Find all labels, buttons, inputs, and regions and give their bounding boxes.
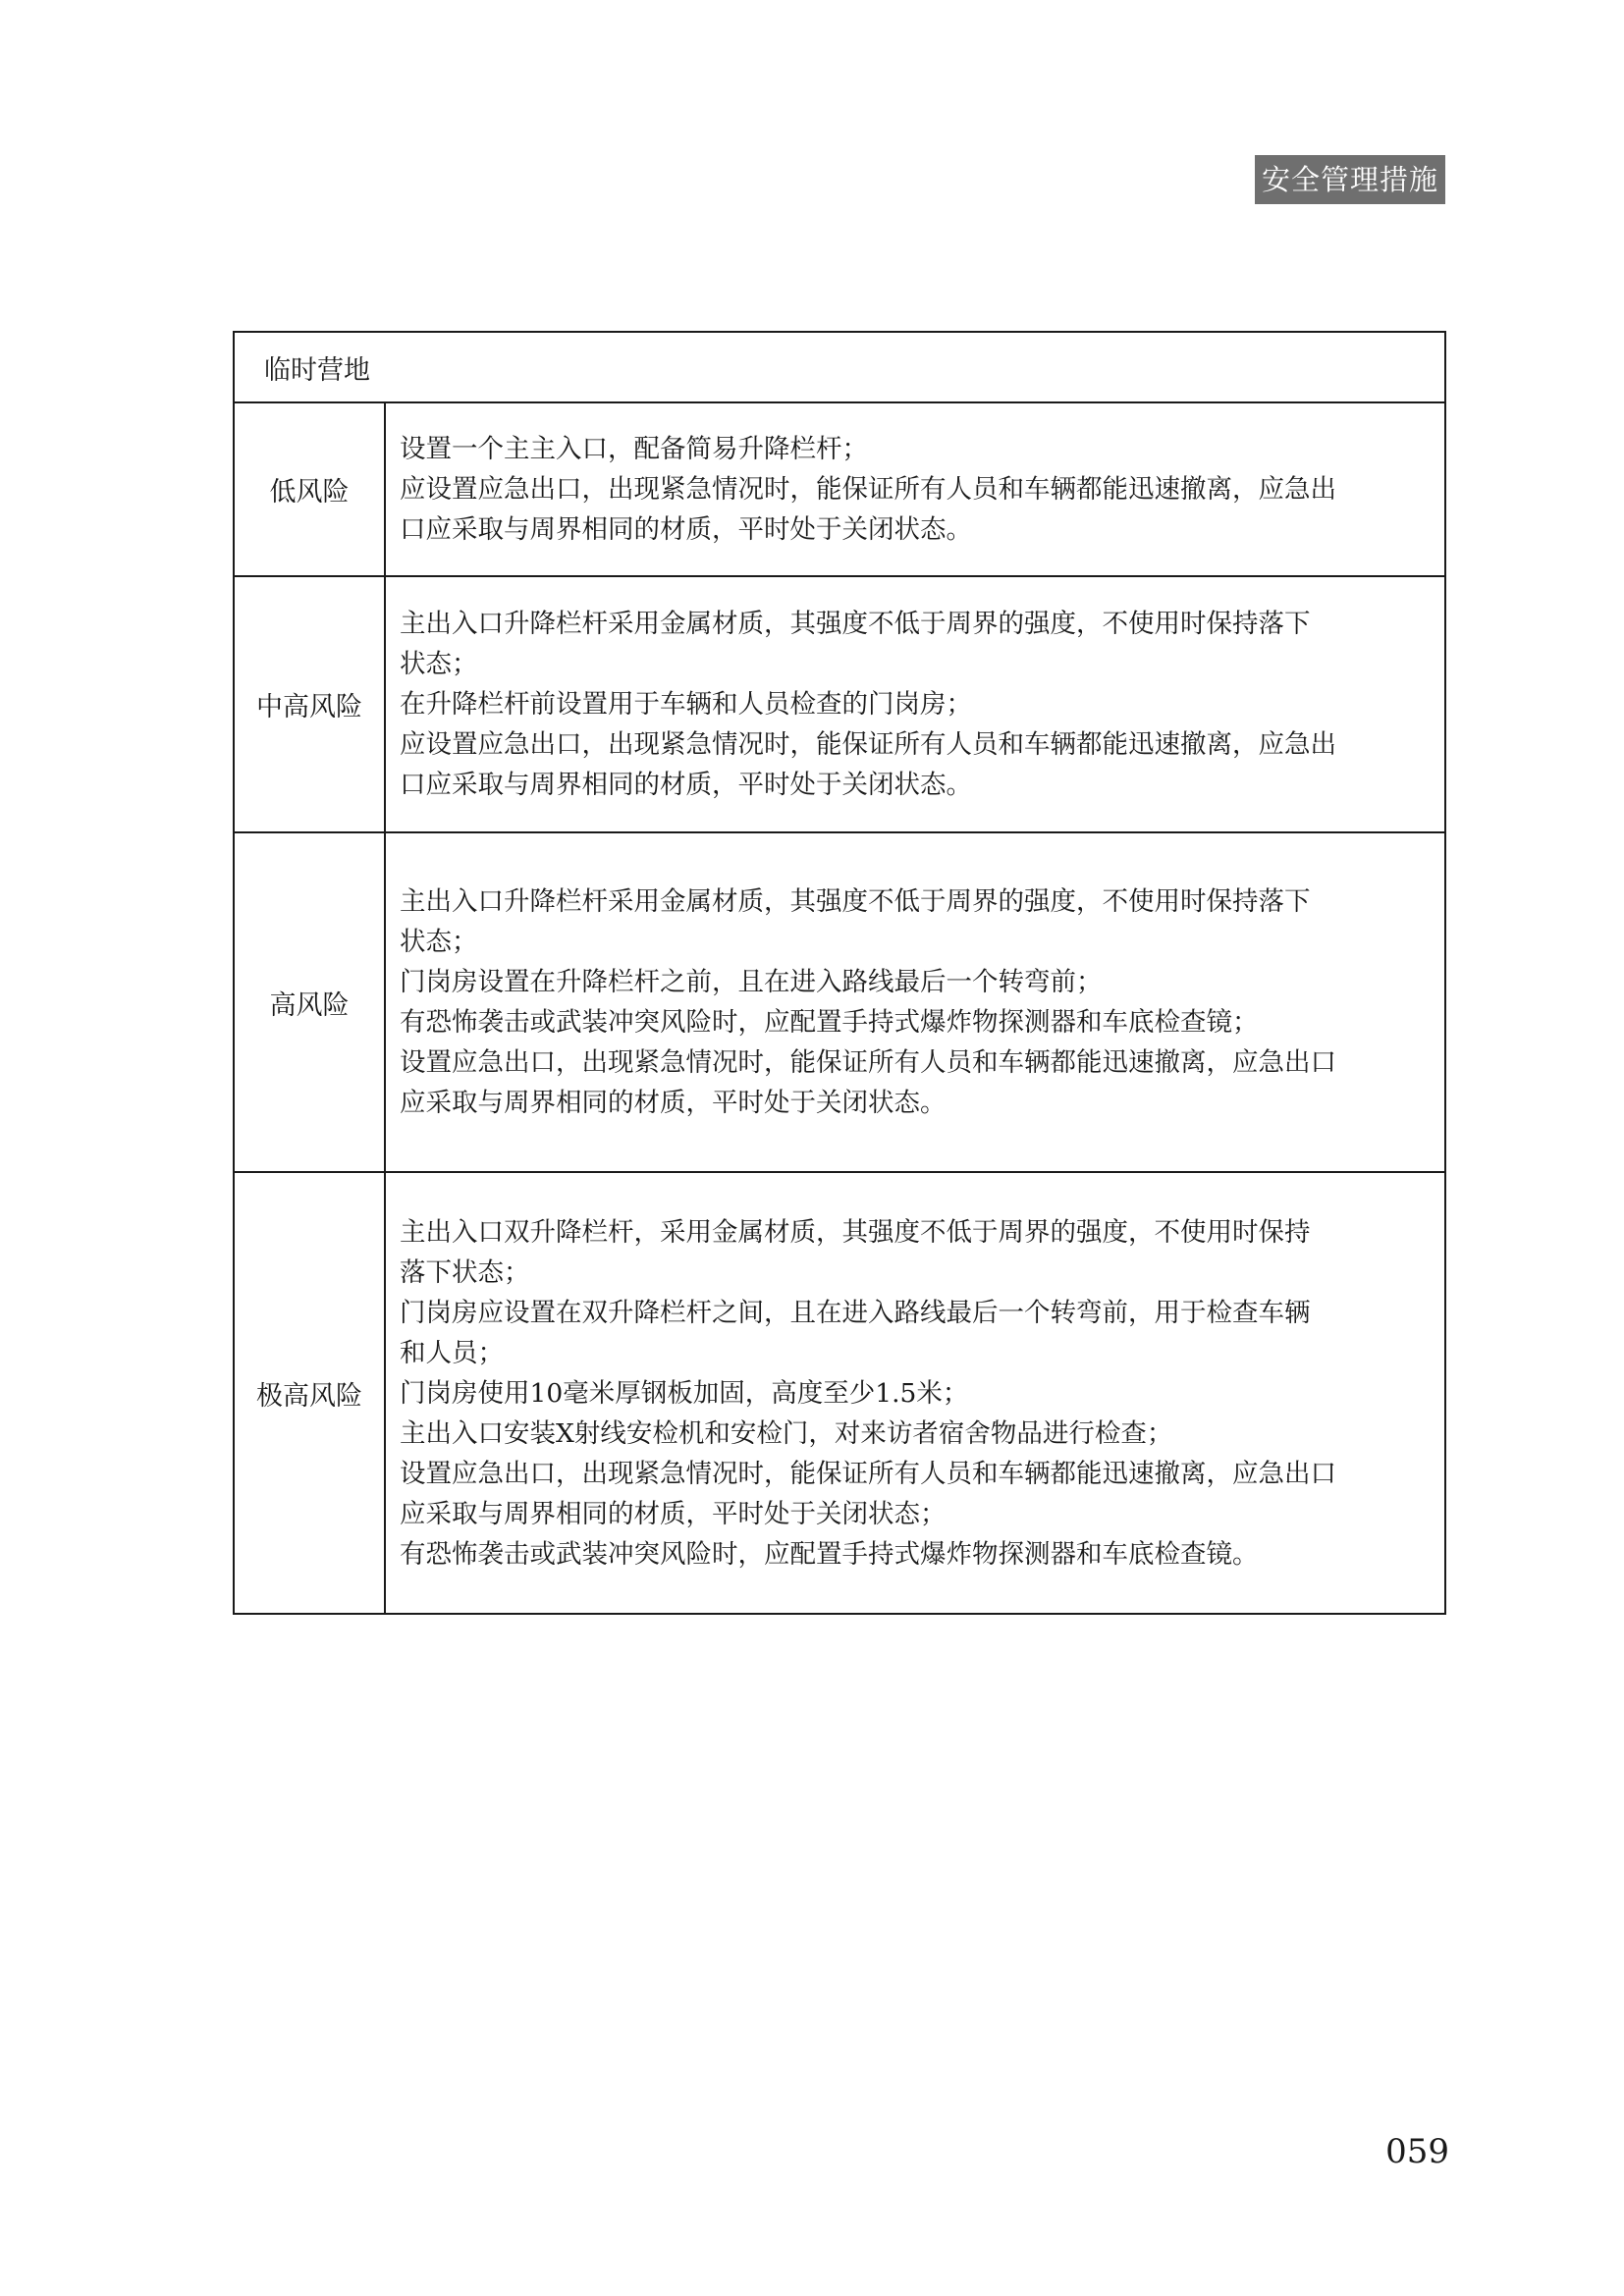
table-row-high-risk [234, 832, 1445, 1172]
measure-line: 口应采取与周界相同的材质，平时处于关闭状态。 [400, 514, 972, 545]
measure-line: 状态； [400, 927, 478, 957]
measure-line: 主出入口双升降栏杆，采用金属材质，其强度不低于周界的强度，不使用时保持 [400, 1216, 1311, 1248]
measure-line: 设置应急出口，出现紧急情况时，能保证所有人员和车辆都能迅速撤离，应急出口 [400, 1458, 1336, 1489]
table-row-medium-high-risk [234, 576, 1445, 832]
risk-level-low: 低风险 [234, 402, 385, 576]
measures-high [385, 832, 1445, 1172]
risk-measures-table [233, 331, 1446, 1615]
measure-line: 应设置应急出口，出现紧急情况时，能保证所有人员和车辆都能迅速撤离，应急出 [400, 729, 1336, 760]
measure-line: 应采取与周界相同的材质，平时处于关闭状态； [400, 1498, 947, 1529]
risk-level-medium-high: 中高风险 [234, 576, 385, 832]
measures-low [385, 402, 1445, 576]
measure-line: 在升降栏杆前设置用于车辆和人员检查的门岗房； [400, 689, 972, 720]
measure-line: 主出入口安装X射线安检机和安检门，对来访者宿舍物品进行检查； [400, 1417, 1173, 1449]
table-header: 临时营地 [234, 332, 1445, 402]
risk-level-high: 高风险 [234, 832, 385, 1172]
table-row-very-high-risk [234, 1172, 1445, 1614]
measure-line: 设置一个主主入口，配备简易升降栏杆； [400, 434, 868, 464]
measure-line: 门岗房设置在升降栏杆之前，且在进入路线最后一个转弯前； [400, 967, 1103, 997]
risk-level-very-high: 极高风险 [234, 1172, 385, 1614]
measure-line: 设置应急出口，出现紧急情况时，能保证所有人员和车辆都能迅速撤离，应急出口 [400, 1047, 1336, 1078]
table-row-low-risk [234, 402, 1445, 576]
measures-medium-high [385, 576, 1445, 832]
table-header-row [234, 332, 1445, 402]
measure-line: 状态； [400, 649, 478, 679]
measures-very-high [385, 1172, 1445, 1614]
measure-line: 应设置应急出口，出现紧急情况时，能保证所有人员和车辆都能迅速撤离，应急出 [400, 474, 1336, 505]
measure-line: 门岗房应设置在双升降栏杆之间，且在进入路线最后一个转弯前，用于检查车辆 [400, 1297, 1311, 1328]
measure-line: 主出入口升降栏杆采用金属材质，其强度不低于周界的强度，不使用时保持落下 [400, 886, 1311, 917]
measure-line: 主出入口升降栏杆采用金属材质，其强度不低于周界的强度，不使用时保持落下 [400, 609, 1311, 639]
measure-line: 有恐怖袭击或武装冲突风险时，应配置手持式爆炸物探测器和车底检查镜。 [400, 1538, 1259, 1570]
measure-line: 有恐怖袭击或武装冲突风险时，应配置手持式爆炸物探测器和车底检查镜； [400, 1007, 1259, 1038]
section-tag: 安全管理措施 [1255, 155, 1445, 204]
page-number: 059 [1385, 2132, 1449, 2171]
measure-line: 和人员； [400, 1337, 504, 1368]
measure-line: 落下状态； [400, 1256, 530, 1288]
measure-line: 口应采取与周界相同的材质，平时处于关闭状态。 [400, 770, 972, 800]
measure-line: 门岗房使用10毫米厚钢板加固，高度至少1.5米； [400, 1377, 969, 1409]
measure-line: 应采取与周界相同的材质，平时处于关闭状态。 [400, 1088, 947, 1118]
